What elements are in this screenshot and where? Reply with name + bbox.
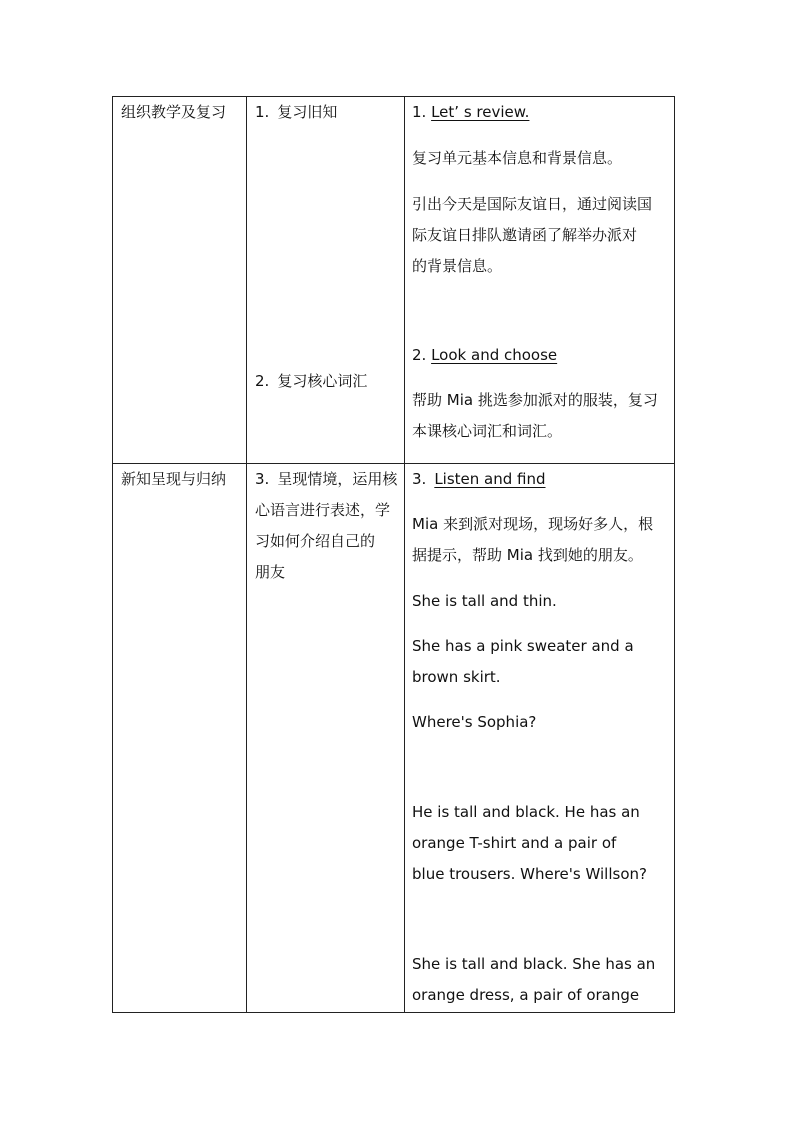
activity-cell xyxy=(405,464,675,1013)
activity-cell xyxy=(405,97,675,464)
step-item xyxy=(255,366,367,397)
stage-label: 组织教学及复习 xyxy=(121,103,227,121)
stage-cell xyxy=(113,464,247,1013)
table-row xyxy=(113,97,675,464)
step-cell xyxy=(247,97,405,464)
activity-number: 1. xyxy=(412,103,427,121)
activity-text: brown skirt. xyxy=(412,668,501,686)
step-label: 复习旧知 xyxy=(277,103,338,121)
activity-heading xyxy=(412,340,557,371)
activity-text: 本课核心词汇和词汇。 xyxy=(412,422,563,440)
activity-text: He is tall and black. He has an xyxy=(412,803,640,821)
lesson-plan-table xyxy=(112,96,675,1013)
step-number: 3. xyxy=(255,470,270,488)
activity-text: 引出今天是国际友谊日，通过阅读国 xyxy=(412,195,653,213)
activity-title: Let’ s review. xyxy=(431,103,530,121)
activity-text: Where's Sophia? xyxy=(412,713,537,731)
activity-text: 的背景信息。 xyxy=(412,257,503,275)
step-item xyxy=(255,97,337,128)
stage-label: 新知呈现与归纳 xyxy=(121,470,227,488)
activity-text: 据提示，帮助 Mia 找到她的朋友。 xyxy=(412,546,643,564)
activity-title: Look and choose xyxy=(431,346,558,364)
activity-heading xyxy=(412,464,546,495)
activity-text: orange T-shirt and a pair of xyxy=(412,834,617,852)
step-item xyxy=(255,464,397,495)
table-row xyxy=(113,464,675,1013)
step-cell xyxy=(247,464,405,1013)
activity-text: 复习单元基本信息和背景信息。 xyxy=(412,149,623,167)
step-number: 1. xyxy=(255,103,270,121)
step-text: 心语言进行表述，学 xyxy=(255,501,391,519)
activity-text: orange dress, a pair of orange xyxy=(412,986,640,1004)
activity-number: 2. xyxy=(412,346,427,364)
activity-text: Mia 来到派对现场，现场好多人，根 xyxy=(412,515,654,533)
step-label: 呈现情境，运用核 xyxy=(277,470,398,488)
step-text: 朋友 xyxy=(255,563,286,581)
step-label: 复习核心词汇 xyxy=(277,372,368,390)
step-text: 习如何介绍自己的 xyxy=(255,532,376,550)
activity-text: 帮助 Mia 挑选参加派对的服装，复习 xyxy=(412,391,658,409)
activity-text: She is tall and black. She has an xyxy=(412,955,656,973)
activity-text: blue trousers. Where's Willson? xyxy=(412,865,647,883)
activity-text: She has a pink sweater and a xyxy=(412,637,634,655)
activity-text: 际友谊日排队邀请函了解举办派对 xyxy=(412,226,638,244)
step-number: 2. xyxy=(255,372,270,390)
stage-cell xyxy=(113,97,247,464)
activity-number: 3. xyxy=(412,470,427,488)
activity-title: Listen and find xyxy=(434,470,546,488)
activity-heading xyxy=(412,97,529,128)
activity-text: She is tall and thin. xyxy=(412,592,557,610)
